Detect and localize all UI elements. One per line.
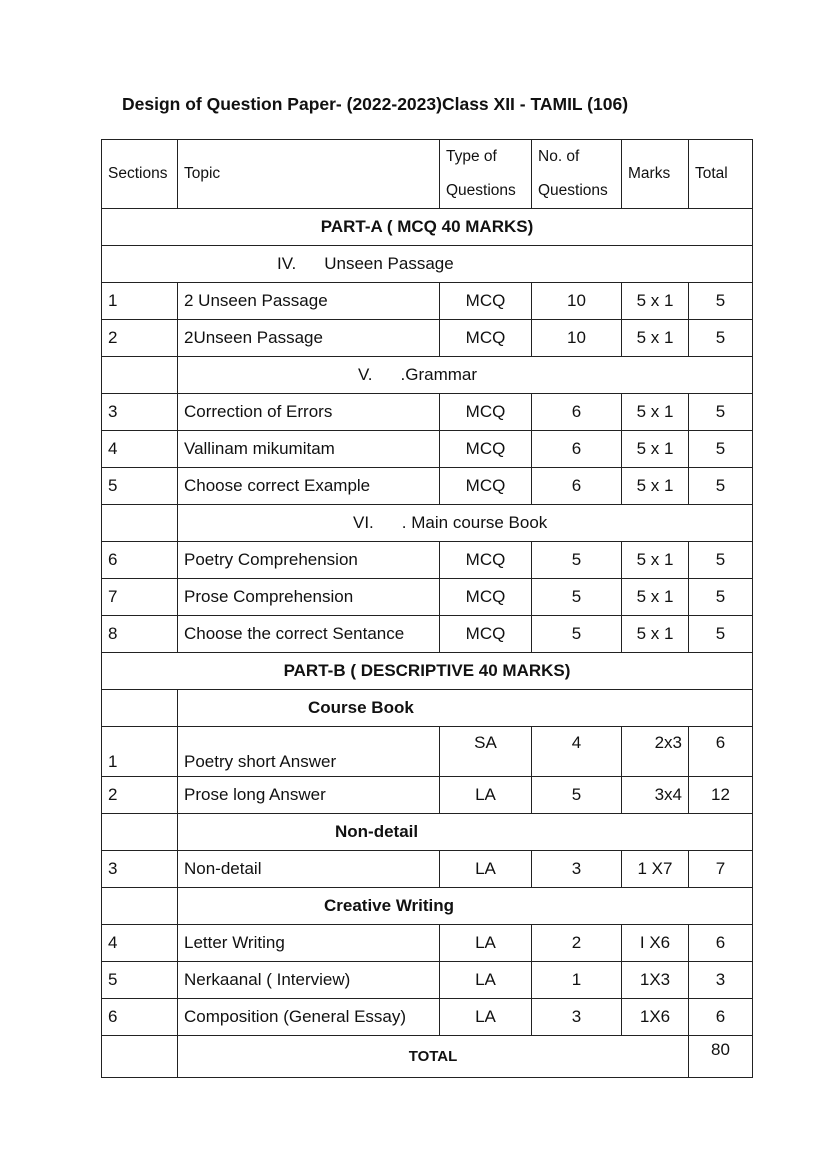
topic-cell: Poetry short Answer — [178, 727, 440, 777]
table-row — [102, 777, 753, 814]
section-number: 2 — [102, 320, 178, 357]
question-count: 3 — [532, 999, 622, 1036]
header-row — [102, 140, 753, 209]
total-row — [102, 1036, 753, 1078]
course-book-heading: Course Book — [178, 690, 753, 727]
question-count: 1 — [532, 962, 622, 999]
question-type: MCQ — [440, 283, 532, 320]
question-count: 6 — [532, 468, 622, 505]
total-cell: 5 — [689, 616, 753, 653]
question-type: MCQ — [440, 579, 532, 616]
header-no: No. of Questions — [532, 140, 622, 209]
header-sections: Sections — [102, 140, 178, 209]
table-row — [102, 727, 753, 777]
question-type: SA — [440, 727, 532, 777]
question-type: MCQ — [440, 431, 532, 468]
section-number: 2 — [102, 777, 178, 814]
section-v-row — [102, 357, 753, 394]
section-number: 5 — [102, 962, 178, 999]
non-detail-row — [102, 814, 753, 851]
topic-cell: Composition (General Essay) — [178, 999, 440, 1036]
total-cell: 6 — [689, 727, 753, 777]
question-type: MCQ — [440, 616, 532, 653]
total-label: TOTAL — [178, 1036, 689, 1078]
marks-cell: 5 x 1 — [622, 579, 689, 616]
section-vi-heading: VI. . Main course Book — [178, 505, 753, 542]
topic-cell: Vallinam mikumitam — [178, 431, 440, 468]
total-cell: 6 — [689, 925, 753, 962]
question-type: LA — [440, 962, 532, 999]
section-iv-heading: IV. Unseen Passage — [102, 246, 753, 283]
marks-cell: 5 x 1 — [622, 616, 689, 653]
total-cell: 5 — [689, 394, 753, 431]
topic-cell: 2Unseen Passage — [178, 320, 440, 357]
question-count: 5 — [532, 579, 622, 616]
question-count: 6 — [532, 431, 622, 468]
marks-cell: 1X3 — [622, 962, 689, 999]
topic-cell: 2 Unseen Passage — [178, 283, 440, 320]
total-cell: 5 — [689, 431, 753, 468]
total-cell: 6 — [689, 999, 753, 1036]
total-cell: 5 — [689, 320, 753, 357]
section-number: 1 — [102, 283, 178, 320]
question-paper-table — [101, 139, 753, 1078]
course-book-row — [102, 690, 753, 727]
table-row — [102, 320, 753, 357]
part-b-heading: PART-B ( DESCRIPTIVE 40 MARKS) — [102, 653, 753, 690]
marks-cell: 5 x 1 — [622, 468, 689, 505]
question-count: 2 — [532, 925, 622, 962]
marks-cell: 5 x 1 — [622, 431, 689, 468]
header-topic: Topic — [178, 140, 440, 209]
topic-cell: Nerkaanal ( Interview) — [178, 962, 440, 999]
question-type: LA — [440, 851, 532, 888]
total-cell: 5 — [689, 542, 753, 579]
section-number: 5 — [102, 468, 178, 505]
question-type: MCQ — [440, 468, 532, 505]
question-type: MCQ — [440, 320, 532, 357]
marks-cell: 1X6 — [622, 999, 689, 1036]
topic-cell: Choose the correct Sentance — [178, 616, 440, 653]
table-row — [102, 616, 753, 653]
table-row — [102, 925, 753, 962]
section-number: 1 — [102, 727, 178, 777]
question-count: 10 — [532, 283, 622, 320]
question-count: 5 — [532, 777, 622, 814]
question-type: MCQ — [440, 394, 532, 431]
marks-cell: 1 X7 — [622, 851, 689, 888]
topic-cell: Correction of Errors — [178, 394, 440, 431]
question-count: 5 — [532, 616, 622, 653]
part-a-heading: PART-A ( MCQ 40 MARKS) — [102, 209, 753, 246]
section-v-heading: V. .Grammar — [178, 357, 753, 394]
total-cell: 5 — [689, 283, 753, 320]
marks-cell: 5 x 1 — [622, 542, 689, 579]
marks-cell: 5 x 1 — [622, 283, 689, 320]
non-detail-heading: Non-detail — [178, 814, 753, 851]
total-cell: 12 — [689, 777, 753, 814]
marks-cell: 5 x 1 — [622, 394, 689, 431]
table-row — [102, 431, 753, 468]
marks-cell: 5 x 1 — [622, 320, 689, 357]
topic-cell: Poetry Comprehension — [178, 542, 440, 579]
page-title: Design of Question Paper- (2022-2023)Class XII - TAMIL (106) — [122, 94, 629, 114]
question-count: 3 — [532, 851, 622, 888]
marks-cell: I X6 — [622, 925, 689, 962]
question-count: 5 — [532, 542, 622, 579]
question-count: 6 — [532, 394, 622, 431]
grand-total: 80 — [689, 1036, 753, 1078]
part-a-row — [102, 209, 753, 246]
total-cell: 3 — [689, 962, 753, 999]
section-iv-row — [102, 246, 753, 283]
marks-cell: 3x4 — [622, 777, 689, 814]
table-row — [102, 283, 753, 320]
table-row — [102, 394, 753, 431]
table-row — [102, 542, 753, 579]
part-b-row — [102, 653, 753, 690]
section-number: 4 — [102, 925, 178, 962]
question-type: LA — [440, 777, 532, 814]
section-number: 4 — [102, 431, 178, 468]
section-number: 6 — [102, 542, 178, 579]
header-marks: Marks — [622, 140, 689, 209]
topic-cell: Choose correct Example — [178, 468, 440, 505]
total-cell: 7 — [689, 851, 753, 888]
total-cell: 5 — [689, 579, 753, 616]
table-row — [102, 579, 753, 616]
creative-writing-heading: Creative Writing — [178, 888, 753, 925]
header-total: Total — [689, 140, 753, 209]
topic-cell: Non-detail — [178, 851, 440, 888]
section-number: 8 — [102, 616, 178, 653]
section-number: 3 — [102, 394, 178, 431]
question-type: LA — [440, 999, 532, 1036]
section-vi-row — [102, 505, 753, 542]
topic-cell: Letter Writing — [178, 925, 440, 962]
topic-cell: Prose long Answer — [178, 777, 440, 814]
question-count: 10 — [532, 320, 622, 357]
section-number: 3 — [102, 851, 178, 888]
table-row — [102, 999, 753, 1036]
section-number: 7 — [102, 579, 178, 616]
question-type: MCQ — [440, 542, 532, 579]
table-row — [102, 962, 753, 999]
question-count: 4 — [532, 727, 622, 777]
topic-cell: Prose Comprehension — [178, 579, 440, 616]
header-type: Type of Questions — [440, 140, 532, 209]
table-row — [102, 851, 753, 888]
table-row — [102, 468, 753, 505]
creative-writing-row — [102, 888, 753, 925]
marks-cell: 2x3 — [622, 727, 689, 777]
section-number: 6 — [102, 999, 178, 1036]
total-cell: 5 — [689, 468, 753, 505]
question-type: LA — [440, 925, 532, 962]
